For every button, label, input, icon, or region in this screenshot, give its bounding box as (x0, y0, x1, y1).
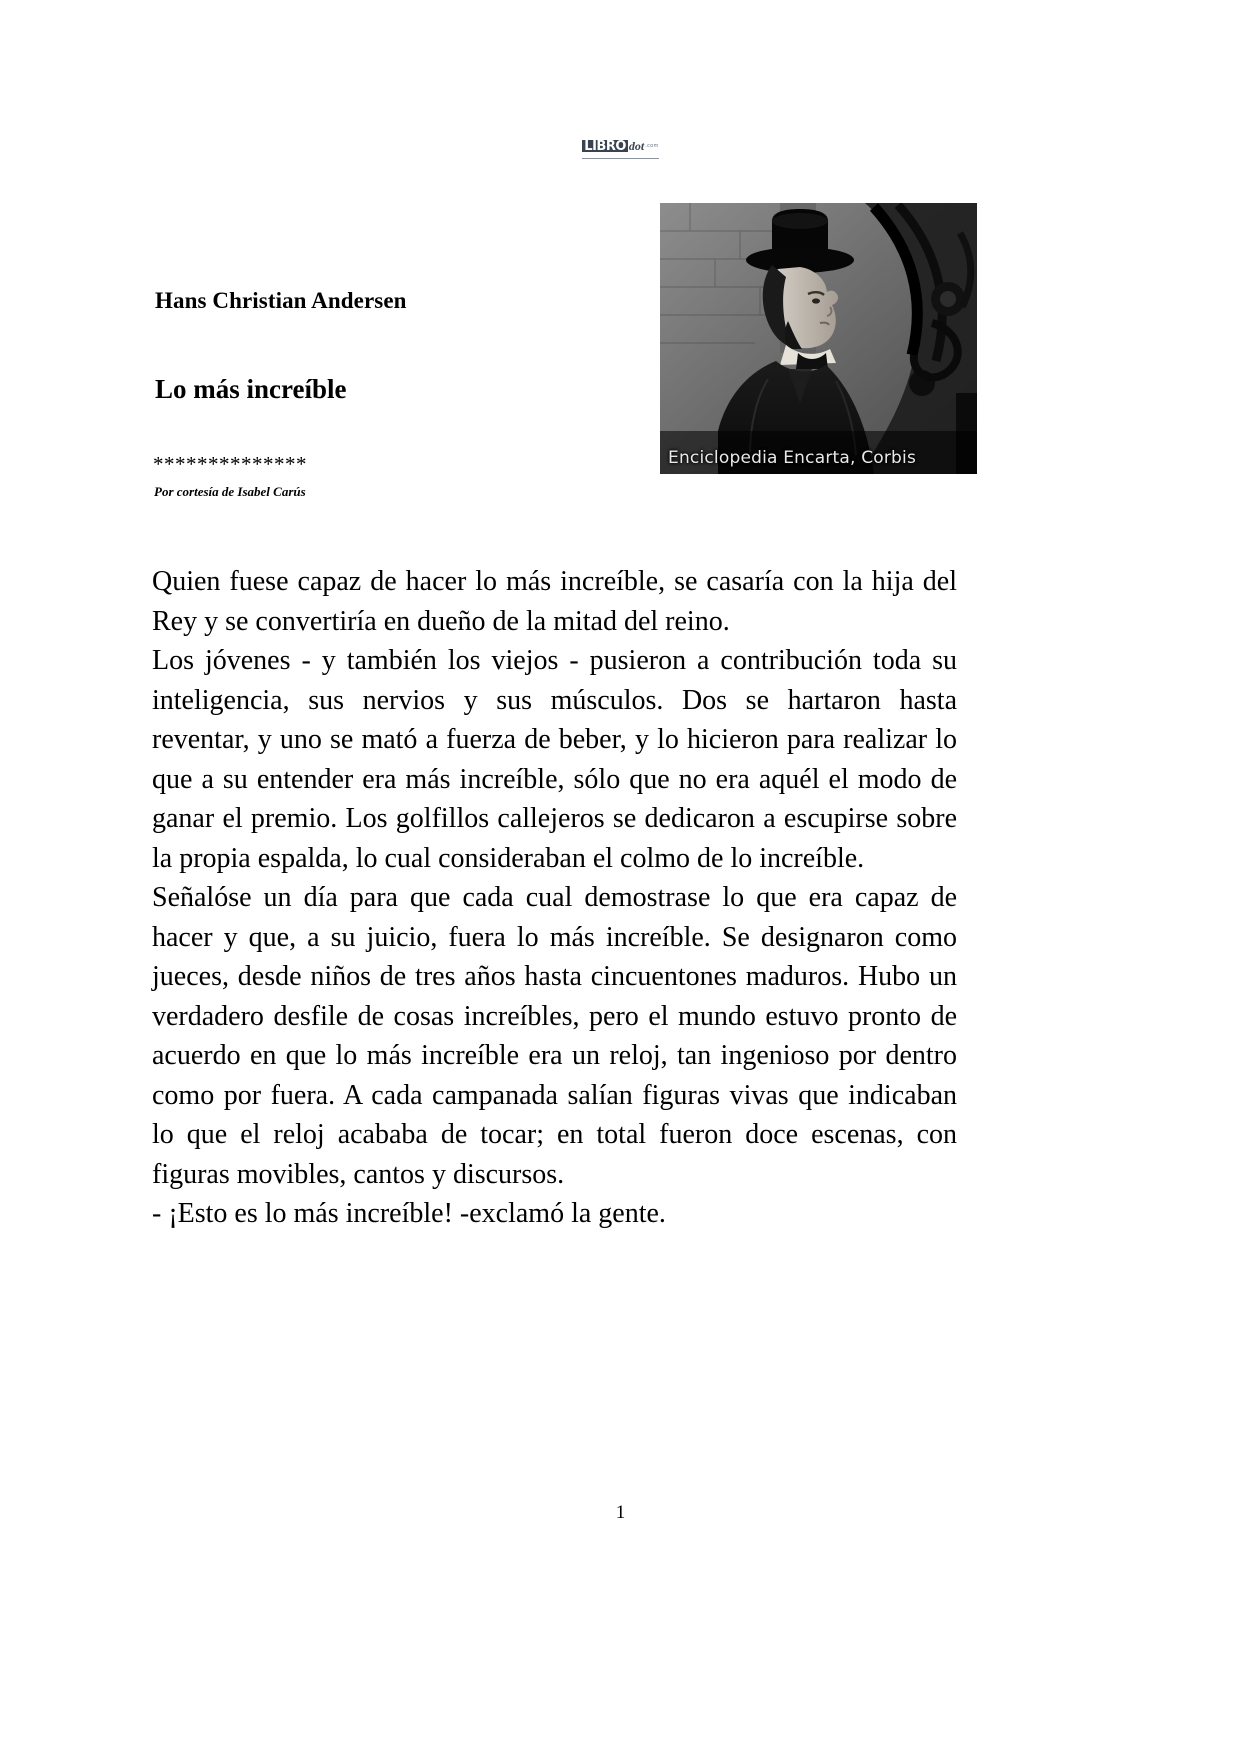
asterisk-separator: ************** (153, 452, 307, 476)
portrait-illustration (660, 203, 977, 474)
page-number: 1 (615, 1502, 626, 1523)
story-body (152, 562, 957, 1234)
page-title: Lo más increíble (155, 374, 347, 405)
author-name: Hans Christian Andersen (155, 288, 407, 313)
logo-wordmark-text: LIBRO (584, 139, 626, 155)
logo-tld-text: .com (645, 142, 659, 149)
body-paragraph: Señalóse un día para que cada cual demostrase lo que era capaz de hacer y que, a su juicio, fuera lo más increíble. Se designaron como jueces, desde niños de tres años hasta cincuentones maduros. Hubo un verdadero desfile de cosas increíbles, pero el mundo estuvo pronto de acuerdo en que lo más increíble era un reloj, tan ingenioso por dentro como por fuera. A cada campanada salían figuras vivas que indicaban lo que el reloj acababa de tocar; en total fueron doce escenas, con figuras movibles, cantos y discursos. (152, 882, 957, 1190)
body-paragraph: Quien fuese capaz de hacer lo más increíble, se casaría con la hija del Rey y se convertiría en dueño de la mitad del reino. (152, 566, 957, 637)
courtesy-credit: Por cortesía de Isabel Carús (154, 484, 306, 499)
author-portrait-photo (660, 203, 977, 474)
photo-caption: Enciclopedia Encarta, Corbis (668, 448, 917, 468)
logo-underline-rule (582, 158, 658, 159)
body-paragraph: - ¡Esto es lo más increíble! -exclamó la gente. (152, 1198, 666, 1229)
logo-group[interactable] (582, 138, 658, 157)
body-paragraph: Los jóvenes - y también los viejos - pusieron a contribución toda su inteligencia, sus nervios y sus músculos. Dos se hartaron hasta reventar, y uno se mató a fuerza de beber, y lo hicieron para realizar lo que a su entender era más increíble, sólo que no era aquél el modo de ganar el premio. Los golfillos callejeros se dedicaron a escupirse sobre la propia espalda, lo cual consideraban el colmo de lo increíble. (152, 645, 957, 874)
logo-script-text: dot (628, 139, 645, 154)
site-logo[interactable] (0, 138, 1241, 157)
